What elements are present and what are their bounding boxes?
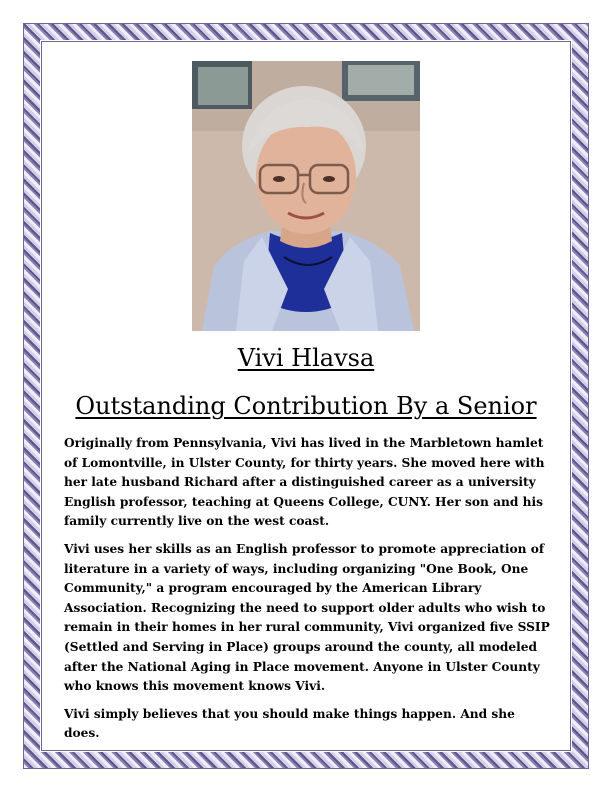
biography-paragraph-2: Vivi uses her skills as an English professor to promote appreciation of literature in a variety of ways, including organizing "One Book, One Community," a program encouraged by the American Library Association. Recognizing the need to support older adults who wish to remain in their homes in her rural community, Vivi organized five SSIP (Settled and Serving in Place) groups around the county, all modeled after the National Aging in Place movement. Anyone in Ulster County who knows this movement knows Vivi. (64, 541, 550, 694)
award-title: Outstanding Contribution By a Senior (75, 392, 537, 420)
portrait-photo-drawing (192, 61, 420, 331)
honoree-name: Vivi Hlavsa (237, 344, 375, 372)
biography-paragraph-1: Originally from Pennsylvania, Vivi has lived in the Marbletown hamlet of Lomontville, in Ulster County, for thirty years. She moved here with her late husband Richard after a distinguished career as a university English professor, teaching at Queens College, CUNY. Her son and his family currently live on the west coast. (64, 436, 545, 529)
portrait-photo (192, 61, 420, 331)
biography-paragraph-3: Vivi simply believes that you should make things happen. And she does. (64, 706, 515, 741)
biography (64, 434, 554, 752)
